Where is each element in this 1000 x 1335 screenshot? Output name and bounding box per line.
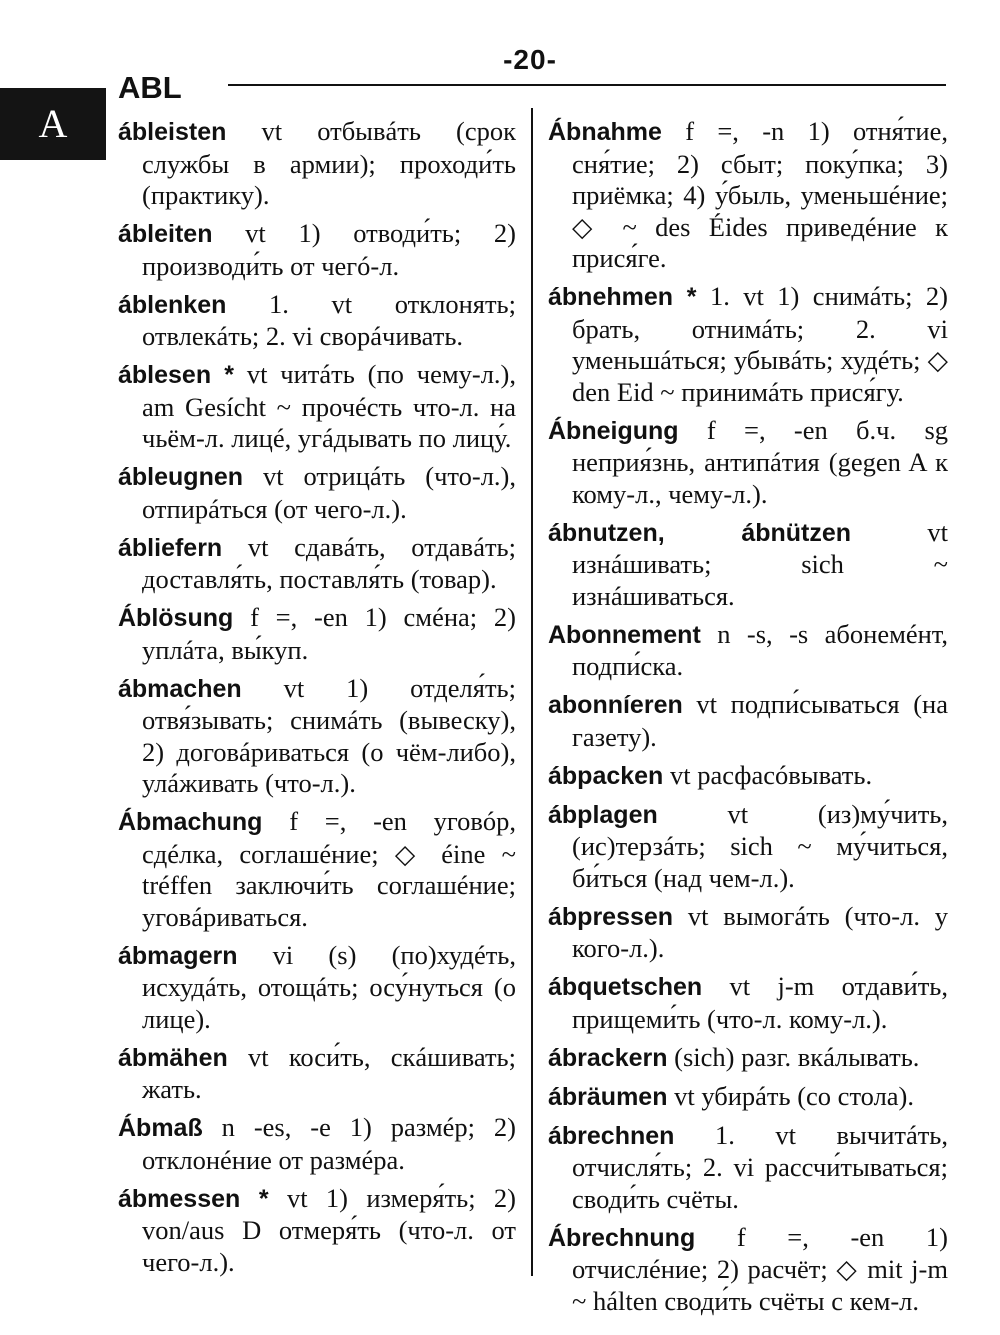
page-number: -20- bbox=[503, 44, 557, 75]
entry-definition: vt отрицáть (что-л.), отпирáться (от чего-л.). bbox=[142, 461, 516, 524]
entry-headword: áblenken bbox=[118, 290, 227, 319]
entry-headword: Áblösung bbox=[118, 604, 234, 632]
dictionary-entry bbox=[548, 415, 948, 511]
entry-definition: 1. vt отклонять; отвлекáть; 2. vi сворáчивать. bbox=[142, 288, 517, 351]
dictionary-entry bbox=[548, 799, 948, 895]
guide-word: ABL bbox=[118, 70, 182, 105]
dictionary-entry bbox=[118, 359, 516, 455]
entry-definition: vt расфасóвывать. bbox=[669, 759, 873, 790]
entry-definition: vt 1) измеря́ть; 2) von/aus D отмеря́ть (что-л. от чего-л.). bbox=[142, 1182, 517, 1277]
dictionary-entry bbox=[118, 940, 516, 1036]
entry-definition: f =, -en б.ч. sg неприя́знь, антипáтия (gegen A к кому-л., чему-л.). bbox=[572, 414, 949, 509]
entry-headword: áblesen * bbox=[118, 361, 234, 389]
dictionary-entry bbox=[548, 1081, 948, 1114]
entry-definition: n -es, -e 1) размéр; 2) отклонéние от размéра. bbox=[142, 1112, 516, 1175]
entry-headword: Ábnahme bbox=[548, 118, 662, 146]
entry-definition: vt убирáть (со стола). bbox=[674, 1080, 915, 1111]
dictionary-entry bbox=[118, 289, 516, 353]
entry-headword: ábmähen bbox=[118, 1043, 228, 1072]
entry-headword: ábleisten bbox=[118, 118, 227, 146]
dictionary-entry bbox=[548, 619, 948, 683]
entry-headword: abonníeren bbox=[548, 691, 683, 719]
entry-headword: ábpressen bbox=[548, 902, 674, 931]
dictionary-entry bbox=[548, 901, 948, 965]
entry-definition: vt вымогáть (что-л. у кого-л.). bbox=[572, 900, 948, 963]
entry-headword: ábnehmen * bbox=[548, 283, 697, 311]
entry-definition: f =, -en 1) отчислéние; 2) расчёт; ◇ mit j-m ~ hálten своди́ть счёты с кем-л. bbox=[572, 1221, 949, 1316]
entry-headword: ábplagen bbox=[548, 800, 658, 829]
dictionary-entry bbox=[548, 1042, 948, 1075]
entry-definition: vi (s) (по)худéть, исхудáть, отощáть; осу́нуться (о лице). bbox=[142, 939, 517, 1034]
right-column bbox=[548, 116, 948, 1324]
dictionary-entry bbox=[118, 602, 516, 666]
dictionary-entry bbox=[118, 673, 516, 800]
dictionary-entry bbox=[118, 461, 516, 525]
entry-definition: vt j-m отдави́ть, прищеми́ть (что-л. кому-л.). bbox=[572, 971, 948, 1034]
dictionary-entry bbox=[548, 281, 948, 408]
entry-headword: Ábmachung bbox=[118, 808, 263, 836]
entry-headword: Ábmaß bbox=[118, 1114, 203, 1142]
column-divider bbox=[531, 108, 533, 1276]
entry-headword: ábquetschen bbox=[548, 973, 703, 1001]
entry-definition: vt 1) отводи́ть; 2) производи́ть от чегó-л. bbox=[142, 218, 516, 281]
entry-definition: f =, -en 1) смéна; 2) уплáта, вы́куп. bbox=[142, 602, 517, 665]
entry-definition: vt читáть (по чему-л.), am Gesícht ~ прочéсть что-л. на чьём-л. лицé, угáдывать по лицу́. bbox=[142, 359, 516, 453]
entry-definition: vt (из)му́чить, (ис)терзáть; sich ~ му́читься, би́ться (над чем-л.). bbox=[572, 798, 949, 893]
dictionary-entry bbox=[548, 517, 948, 613]
entry-definition: 1. vt 1) снимáть; 2) брать, отнимáть; 2. vi уменьшáться; убывáть; худéть; ◇ den Eid ~ принимáть прися́гу. bbox=[572, 281, 949, 407]
entry-headword: ábmachen bbox=[118, 674, 242, 703]
entry-headword: ábrechnen bbox=[548, 1121, 675, 1150]
dictionary-entry bbox=[118, 1042, 516, 1106]
entry-headword: Ábrechnung bbox=[548, 1223, 696, 1252]
dictionary-entry bbox=[118, 1112, 516, 1176]
entry-headword: ábliefern bbox=[118, 533, 223, 562]
entry-definition: vt отбывáть (срок службы в армии); проходи́ть (практику). bbox=[142, 116, 516, 210]
entry-headword: ábmagern bbox=[118, 941, 238, 970]
dictionary-entry bbox=[118, 532, 516, 596]
entry-headword: ábleiten bbox=[118, 220, 213, 248]
dictionary-entry bbox=[548, 116, 948, 275]
entry-definition: 1. vt вычитáть, отчисля́ть; 2. vi рассчи́тываться; своди́ть счёты. bbox=[572, 1119, 949, 1214]
entry-definition: f =, -n 1) отня́тие, сня́тие; 2) сбыт; поку́пка; 3) приёмка; 4) у́быль, уменьшéние; ◇ ~ des Éides приведéние к прися́ге. bbox=[572, 116, 949, 273]
dictionary-entry bbox=[548, 971, 948, 1035]
entry-headword: Abonnement bbox=[548, 620, 701, 649]
dictionary-entry bbox=[118, 1183, 516, 1279]
entry-definition: vt коси́ть, скáшивать; жать. bbox=[142, 1041, 516, 1104]
entry-definition: n -s, -s абонемéнт, подпи́ска. bbox=[572, 618, 949, 681]
entry-headword: ábräumen bbox=[548, 1082, 668, 1111]
entry-definition: (sich) разг. вкáлывать. bbox=[674, 1041, 920, 1072]
entry-headword: ábmessen * bbox=[118, 1184, 269, 1213]
entry-definition: vt подпи́сываться (на газету). bbox=[572, 689, 948, 752]
entry-headword: Ábneigung bbox=[548, 416, 679, 445]
entry-definition: vt сдавáть, отдавáть; доставля́ть, поставля́ть (товар). bbox=[142, 531, 516, 594]
entry-definition: vt изнáшивать; sich ~ изнáшиваться. bbox=[572, 516, 949, 611]
entry-headword: ábleugnen bbox=[118, 463, 244, 491]
dictionary-entry bbox=[118, 806, 516, 933]
dictionary-entry bbox=[548, 1222, 948, 1318]
dictionary-entry bbox=[118, 116, 516, 212]
header-rule bbox=[228, 84, 946, 86]
entry-headword: ábnutzen, ábnützen bbox=[548, 518, 852, 547]
entry-definition: f =, -en уговóр, сдéлка, соглашéние; ◇ éine ~ tréffen заключи́ть соглашéние; уговáриваться. bbox=[142, 806, 517, 932]
dictionary-entry bbox=[548, 689, 948, 753]
entry-definition: vt 1) отделя́ть; отвя́зывать; снимáть (вывеску), 2) договáриваться (о чём-либо), улáживать (что-л.). bbox=[142, 672, 516, 798]
left-column bbox=[118, 116, 516, 1285]
dictionary-entry bbox=[548, 1120, 948, 1216]
entry-headword: ábpacken bbox=[548, 761, 664, 790]
entry-headword: ábrackern bbox=[548, 1043, 668, 1072]
dictionary-entry bbox=[118, 218, 516, 282]
letter-tab: A bbox=[0, 88, 106, 160]
dictionary-entry bbox=[548, 760, 948, 793]
